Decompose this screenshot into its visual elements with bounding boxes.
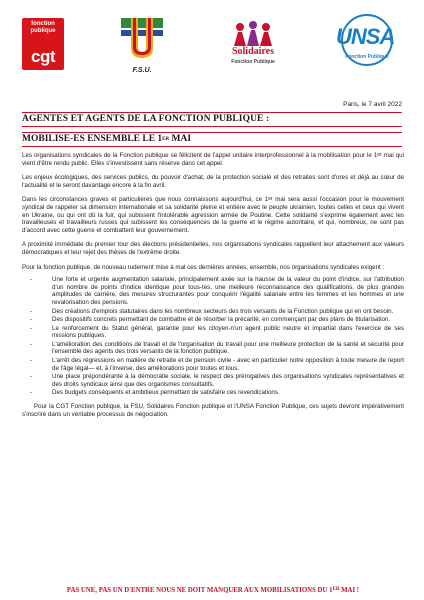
solidaires-figures-icon	[220, 18, 286, 48]
subheadline	[22, 132, 402, 147]
list-item: - Une forte et urgente augmentation salariale, principalement axée sur la hausse de la valeur du point d'indice, sur l'attribution d'un nombre de points d'indice identique pour tous-tes, une meilleure reconnaissance des qualifications, de plus grandes amplitudes de carrière, des mesures structurantes pour conquérir l'égalité salariale entre les femmes et les hommes et une revalorisation des pensions.	[52, 276, 404, 306]
solidaires-logo-subtitle: Fonction Publique	[231, 59, 275, 65]
paragraph-elections: A proximité immédiate du premier tour des élections présidentielles, nos organisations syndicales rappellent leur attachement aux valeurs démocratiques et leur rejet des thèses de l'extrême droite.	[22, 241, 404, 256]
document-date: Paris, le 7 avril 2022	[343, 101, 402, 108]
subheadline-tail: MAI	[169, 134, 192, 144]
cgt-logo-subtitle: fonction publique	[30, 21, 56, 34]
final-call-tail: MAI !	[339, 587, 360, 594]
subheadline-sup: ER	[162, 137, 170, 142]
list-item: - Une place prépondérante à la démocratie sociale, le respect des prérogatives des organisations syndicales représentatives et des droits syndicaux ainsi que des organismes consultatifs.	[52, 373, 404, 388]
list-item: - L'amélioration des conditions de travail et de l'organisation du travail pour une meilleure protection de la santé et sécurité pour l'ensemble des agents des trois versants de la fonction publique.	[52, 341, 404, 356]
paragraph-text: mai qui vient d'être rendu public. Elles s'investissent sans réserve dans cet appel.	[22, 152, 404, 167]
unsa-logo	[330, 14, 404, 74]
logo-bar	[22, 14, 404, 74]
list-item: - Des dispositifs concrets permettant de combattre et de résorber la précarité, en commençant par des plans de titularisation.	[52, 316, 404, 324]
cgt-logo-name: cgt	[31, 47, 55, 66]
final-call-sup: ER	[332, 587, 340, 592]
list-item: - Le renforcement du Statut général, garantie pour les citoyen-n'un agent public neutre et impartial dans l'exercice de ses missions publiques.	[52, 325, 404, 340]
solidaires-logo	[220, 18, 286, 72]
fsu-logo	[119, 14, 165, 74]
unsa-logo-name: UNSA	[336, 24, 395, 49]
list-item: - Des créations d'emplois statutaires dans les nombreux secteurs des trois versants de la Fonction publique qui en ont besoin.	[52, 308, 404, 316]
paragraph-issues: Les enjeux écologiques, des services publics, du pouvoir d'achat, de la protection sociale et des retraites sont d'ores et déjà au cœur de l'actualité et le seront davantage encore à la fin avril.	[22, 174, 404, 189]
paragraph-text: mai sera aussi l'occasion pour le mouvement syndical de rappeler sa dimension internationale et sa solidarité pleine et entière avec le peuple ukrainien, toutes celles et ceux qui vivent en Ukraine, ou qui ont dû la fuir, qui subissent l'intolérable agression armée de Poutine. Cette solidarité s'exprime également avec les travailleuses et travailleurs russes qui subissent les conséquences de la guerre et le régime autoritaire, et qui, nombreux, ne sont pas d'accord avec cette guerre et combattent leur gouvernement.	[22, 196, 404, 234]
paragraph-ukraine	[22, 196, 404, 234]
fsu-emblem-icon	[119, 14, 165, 64]
document-body	[22, 152, 404, 425]
demands-list	[22, 276, 404, 397]
final-call-text: PAS UNE, PAS UN D'ENTRE NOUS NE DOIT MANQUER AUX MOBILISATIONS DU 1	[66, 587, 333, 594]
paragraph-intro	[22, 152, 404, 167]
list-item: - Des budgets conséquents et ambitieux permettant de satisfaire ces revendications.	[52, 389, 404, 397]
headline: AGENTES ET AGENTS DE LA FONCTION PUBLIQUE :	[22, 112, 402, 127]
subheadline-text: MOBILISE-ES ENSEMBLE LE 1	[22, 134, 163, 144]
paragraph-demands-intro: Pour la fonction publique, de nouveau rudement mise à mal ces dernières années, ensemble, nos organisations syndicales exigent :	[22, 263, 385, 271]
paragraph-closing: Pour la CGT Fonction publique, la FSU, Solidaires Fonction publique et l'UNSA Fonction Publique, ces sujets devront impérativement s'inscrire dans un véritable processus de négociation.	[22, 403, 404, 418]
paragraph-text: Dans les circonstances graves et particulières que nous connaissons aujourd'hui, ce 1	[22, 196, 269, 204]
unsa-logo-subtitle: Fonction Publique	[345, 54, 389, 60]
solidaires-logo-name: Solidaires	[231, 46, 275, 57]
paragraph-text: Les organisations syndicales de la Fonction publique se félicitent de l'appel unitaire interprofessionnel à la mobilisation pour le 1	[22, 152, 378, 159]
list-item: - L'arrêt des régressions en matière de retraite et de pension civile - avec en particulier notre opposition à toute mesure de report de l'âge légal— et, à l'inverse, des améliorations pour toutes et tous.	[52, 357, 404, 372]
paragraph-sup: er	[268, 196, 273, 203]
paragraph-sup: er	[377, 152, 382, 158]
fsu-logo-name: F.S.U.	[132, 67, 152, 74]
final-call	[22, 587, 404, 594]
cgt-logo	[22, 18, 64, 70]
